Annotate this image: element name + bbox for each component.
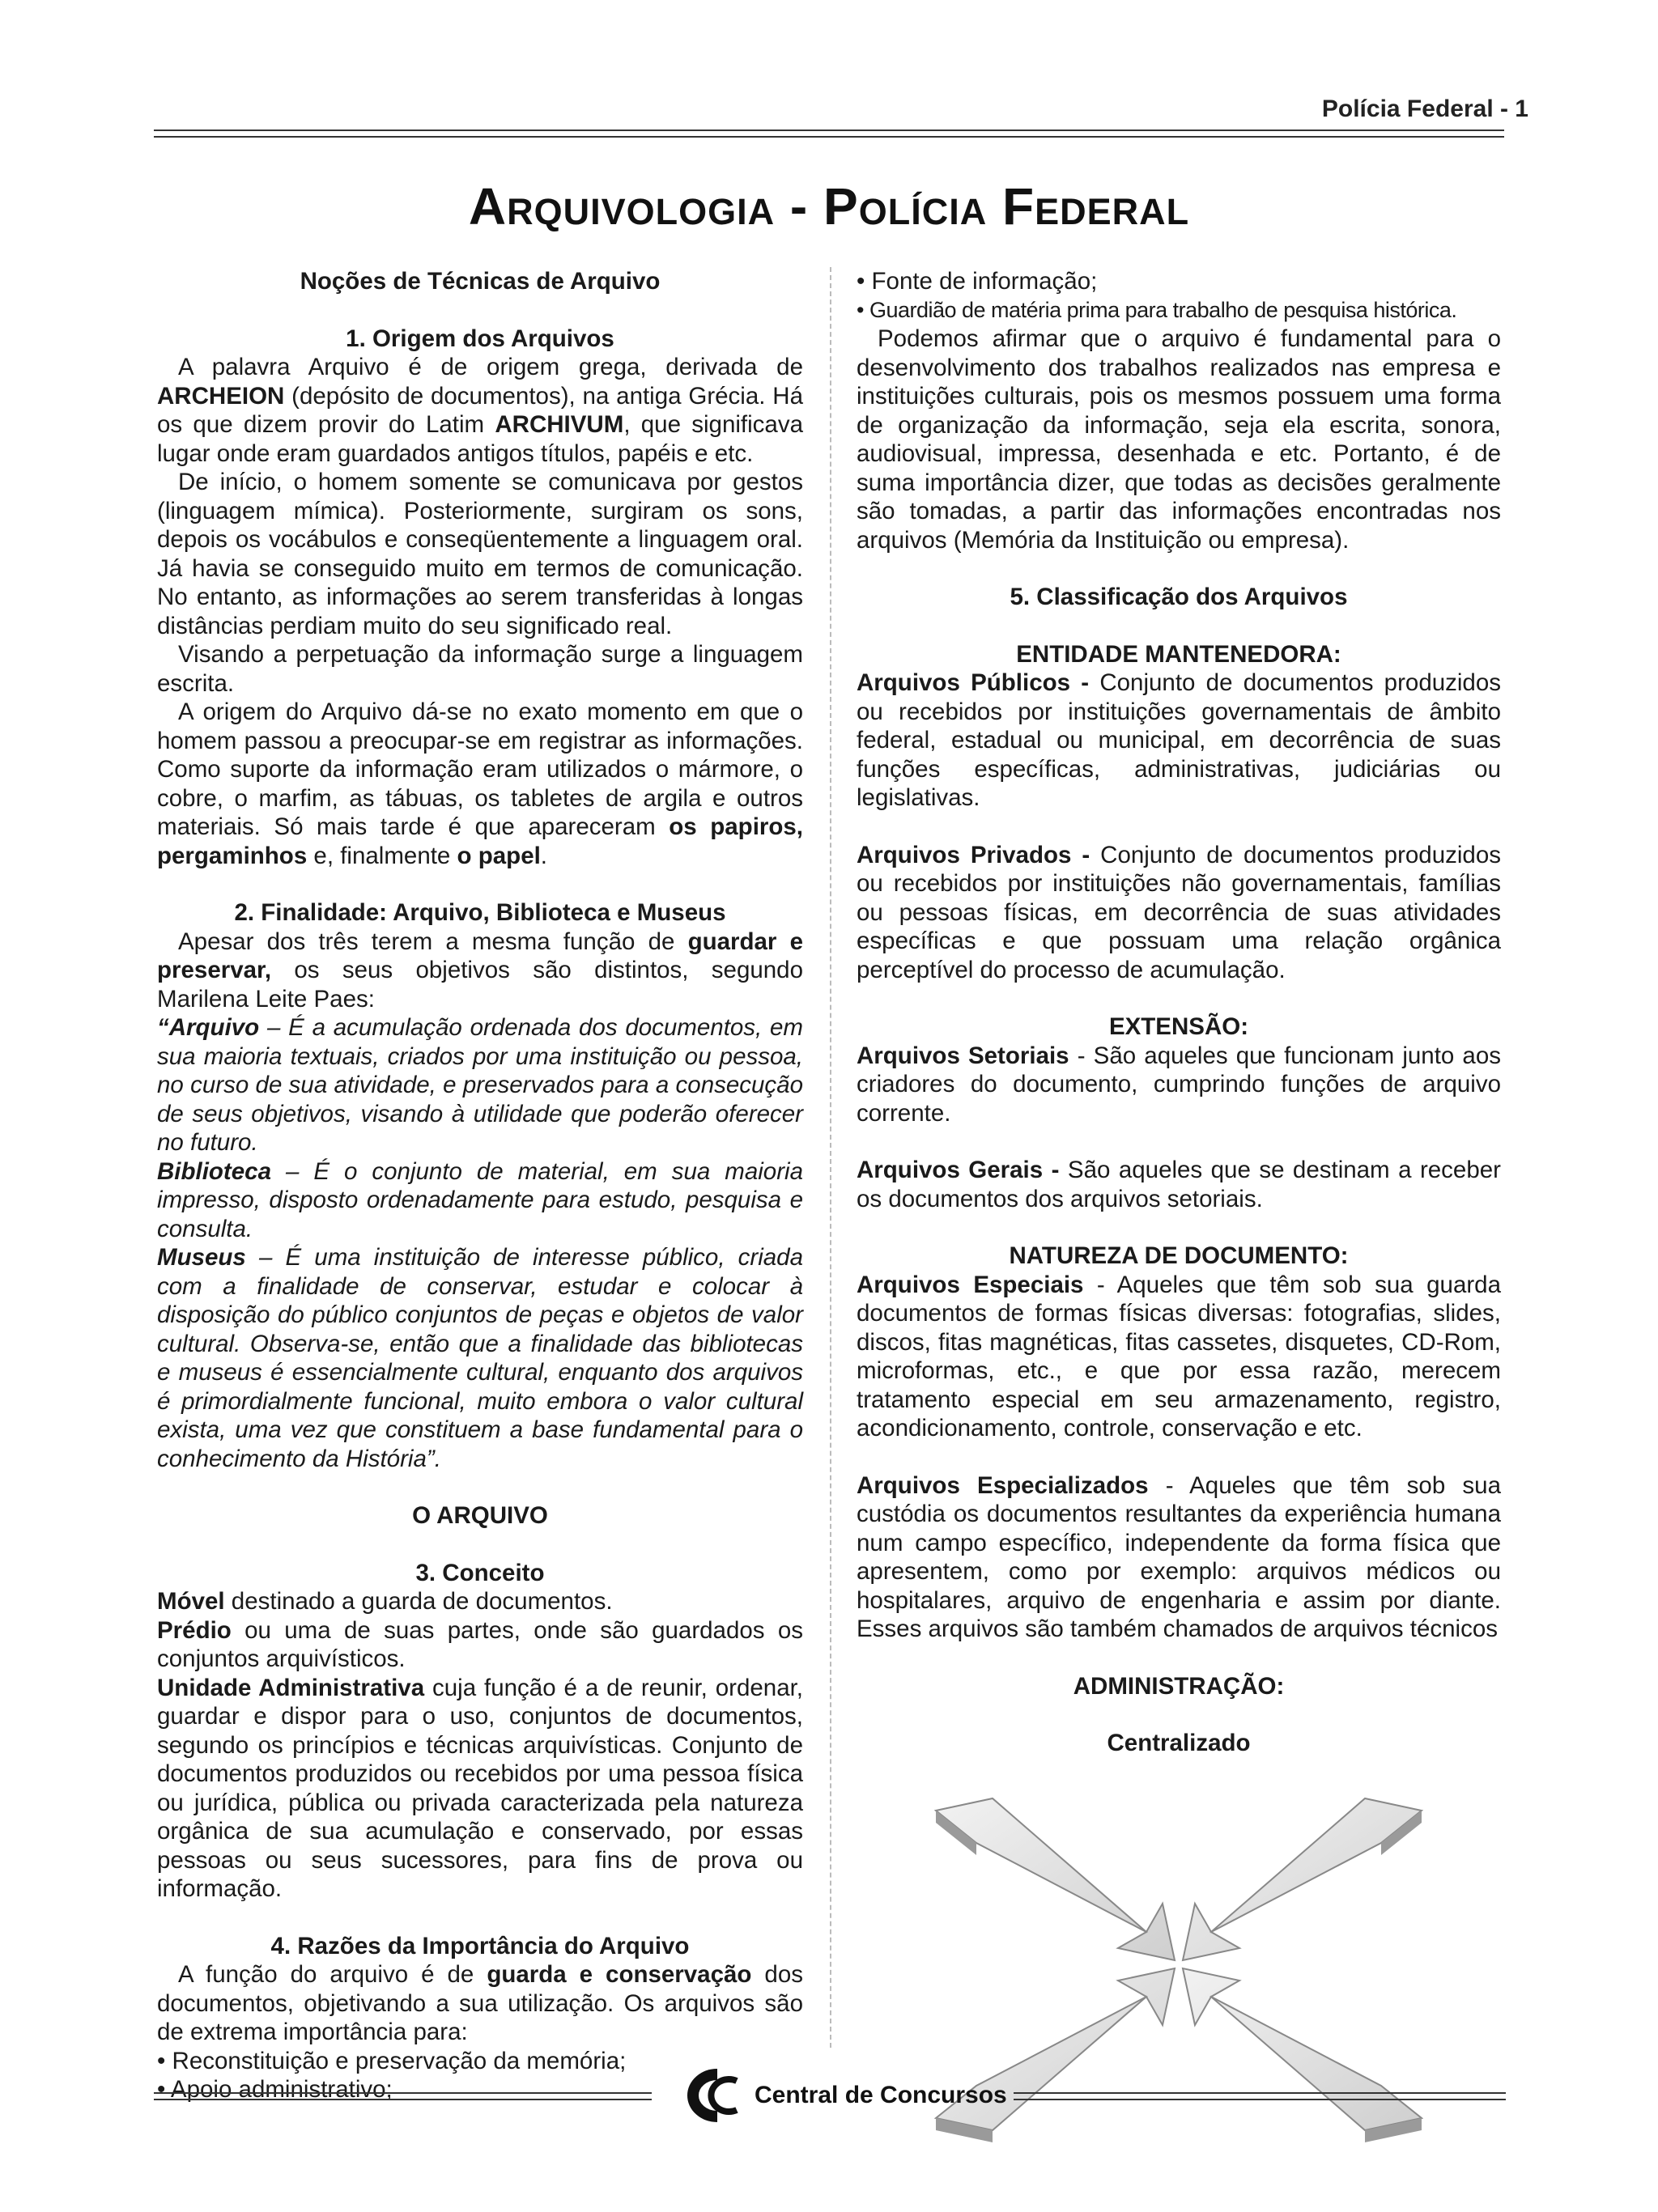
central-concursos-logo-icon — [669, 2066, 746, 2125]
conceito-movel: Móvel destinado a guarda de documentos. — [157, 1588, 613, 1615]
paragraph-importancia: Podemos afirmar que o arquivo é fundamental para o desenvolvimento dos trabalhos realizados nas empresa e instituições culturais, pois os mesmos possuem uma forma de organização da informação, seja ela escrita, sonora, audiovisual, impressa, desenhada e etc. Portanto, é de suma importância dizer, que todas as decisões geralmente são tomadas, a partir das informações encontradas nos arquivos (Memória da Instituição ou empresa). — [857, 325, 1501, 554]
left-column — [157, 267, 803, 2104]
def-especiais: Arquivos Especiais - Aqueles que têm sob sua guarda documentos de formas físicas diversas: fotografias, slides, discos, fitas magnéticas, fitas cassetes, disquetes, CD-Rom, microformas, etc., e que por essa razão, merecem tratamento especial em seu armazenamento, registro, acondicionamento, controle, conservação e etc. — [857, 1271, 1501, 1441]
heading-extensao: EXTENSÃO: — [1108, 1013, 1249, 1040]
paragraph-origem-4: A origem do Arquivo dá-se no exato momento em que o homem passou a preocupar-se em registrar as informações. Como suporte da informação eram utilizados o mármore, o cobre, o marfim, as tábuas, os tabletes de argila e outros materiais. Só mais tarde é que apareceram os papiros, pergaminhos e, finalmente o papel. — [157, 698, 803, 869]
def-especializados: Arquivos Especializados - Aqueles que têm sob sua custódia os documentos resultantes da experiência humana num campo específico, independente da forma física que apresentem, como por exemplo: arquivos médicos ou hospitalares, arquivo de engenharia e assim por diante. Esses arquivos são também chamados de arquivos técnicos — [857, 1471, 1501, 1642]
footer-rule-left-2 — [154, 2099, 652, 2100]
heading-centralizado: Centralizado — [1107, 1730, 1251, 1756]
footer-logo — [669, 2066, 1007, 2125]
footer-rule-right-2 — [1014, 2099, 1506, 2100]
paragraph-origem-2: De início, o homem somente se comunicava por gestos (linguagem mímica). Posteriormente, surgiram os sons, depois os vocábulos e conseqüentemente a linguagem oral. Já havia se conseguido muito em termos de comunicação. No entanto, as informações ao serem transferidas à longas distâncias perdiam muito do seu significado real. — [157, 469, 803, 639]
footer-rule-left-1 — [154, 2092, 652, 2094]
paragraph-origem-1: A palavra Arquivo é de origem grega, derivada de ARCHEION (depósito de documentos), na antiga Grécia. Há os que dizem provir do Latim ARCHIVUM, que significava lugar onde eram guardados antigos títulos, papéis e etc. — [157, 354, 803, 467]
bullet-fonte: • Fonte de informação; — [857, 268, 1098, 295]
header-rule-top — [154, 129, 1504, 131]
heading-entidade: ENTIDADE MANTENEDORA: — [1016, 640, 1341, 668]
conceito-predio: Prédio ou uma de suas partes, onde são guardados os conjuntos arquivísticos. — [157, 1616, 803, 1672]
quote-biblioteca: Biblioteca – É o conjunto de material, em sua maioria impresso, disposto ordenadamente para estudo, pesquisa e consulta. — [157, 1157, 803, 1242]
arrow-top-left — [936, 1798, 1175, 1960]
bullet-guardiao: • Guardião de matéria prima para trabalho de pesquisa histórica. — [857, 297, 1457, 322]
heading-razoes: 4. Razões da Importância do Arquivo — [270, 1932, 690, 1959]
quote-arquivo: “Arquivo – É a acumulação ordenada dos documentos, em sua maioria textuais, criados por uma instituição ou pessoa, no curso de sua atividade, e preservados para a consecução de seus objetivos, visando à utilidade que poderão oferecer no futuro. — [157, 1014, 803, 1156]
running-header: Polícia Federal - 1 — [1321, 96, 1528, 122]
paragraph-razoes: A função do arquivo é de guarda e conservação dos documentos, objetivando a sua utilização. Os arquivos são de extrema importância para: — [157, 1961, 803, 2045]
column-divider — [830, 267, 831, 2048]
heading-nocoes: Noções de Técnicas de Arquivo — [300, 268, 661, 295]
paragraph-finalidade: Apesar dos três terem a mesma função de guardar e preservar, os seus objetivos são distintos, segundo Marilena Leite Paes: — [157, 928, 803, 1013]
page-title: Arquivologia - Polícia Federal — [468, 177, 1190, 236]
conceito-unidade: Unidade Administrativa cuja função é a de reunir, ordenar, guardar e dispor para o uso, conjuntos de documentos, segundo os princípios e técnicas arquivísticas. Conjunto de documentos produzidos ou recebidos por uma pessoa física ou jurídica, pública ou privada caracterizada pela natureza orgânica de sua acumulação e conservado, por essas pessoas ou seus sucessores, para fins de prova ou informação. — [157, 1674, 803, 1902]
heading-administracao: ADMINISTRAÇÃO: — [1073, 1672, 1285, 1700]
heading-natureza: NATUREZA DE DOCUMENTO: — [1009, 1242, 1349, 1269]
bullet-memoria: • Reconstituição e preservação da memória; — [157, 2047, 627, 2074]
heading-o-arquivo: O ARQUIVO — [412, 1502, 548, 1529]
heading-classificacao: 5. Classificação dos Arquivos — [1010, 584, 1348, 610]
right-column — [857, 267, 1501, 2146]
heading-finalidade: 2. Finalidade: Arquivo, Biblioteca e Museus — [234, 899, 726, 926]
def-privados: Arquivos Privados - Conjunto de documentos produzidos ou recebidos por instituições não governamentais, famílias ou pessoas físicas, em decorrência de suas atividades específicas e que possuam uma relação orgânica perceptível do processo de acumulação. — [857, 841, 1501, 983]
header-rule-bottom — [154, 136, 1504, 138]
paragraph-origem-3: Visando a perpetuação da informação surge a linguagem escrita. — [157, 641, 803, 697]
heading-conceito: 3. Conceito — [415, 1559, 545, 1586]
def-setoriais: Arquivos Setoriais - São aqueles que funcionam junto aos criadores do documento, cumprindo funções de arquivo corrente. — [857, 1042, 1501, 1127]
arrow-top-right — [1183, 1798, 1422, 1960]
heading-origem: 1. Origem dos Arquivos — [346, 325, 614, 352]
footer-brand: Central de Concursos — [755, 2082, 1007, 2108]
arrow-bottom-right — [1183, 1968, 1422, 2142]
quote-museus: Museus – É uma instituição de interesse público, criada com a finalidade de conservar, estudar e colocar à disposição do público conjuntos de peças e objetos de valor cultural. Observa-se, então que a finalidade das bibliotecas e museus é essencialmente cultural, enquanto dos arquivos é primordialmente funcional, muito embora o valor cultural exista, uma vez que constituem a base fundamental para o conhecimento da História”. — [157, 1244, 803, 1472]
footer-rule-right-1 — [1014, 2092, 1506, 2094]
bullet-apoio: • Apoio administrativo; — [157, 2076, 393, 2103]
def-gerais: Arquivos Gerais - São aqueles que se destinam a receber os documentos dos arquivos setoriais. — [857, 1157, 1501, 1212]
def-publicos: Arquivos Públicos - Conjunto de documentos produzidos ou recebidos por instituições governamentais de âmbito federal, estadual ou municipal, em decorrência de suas funções específicas, administrativas, judiciárias ou legislativas. — [857, 669, 1501, 811]
